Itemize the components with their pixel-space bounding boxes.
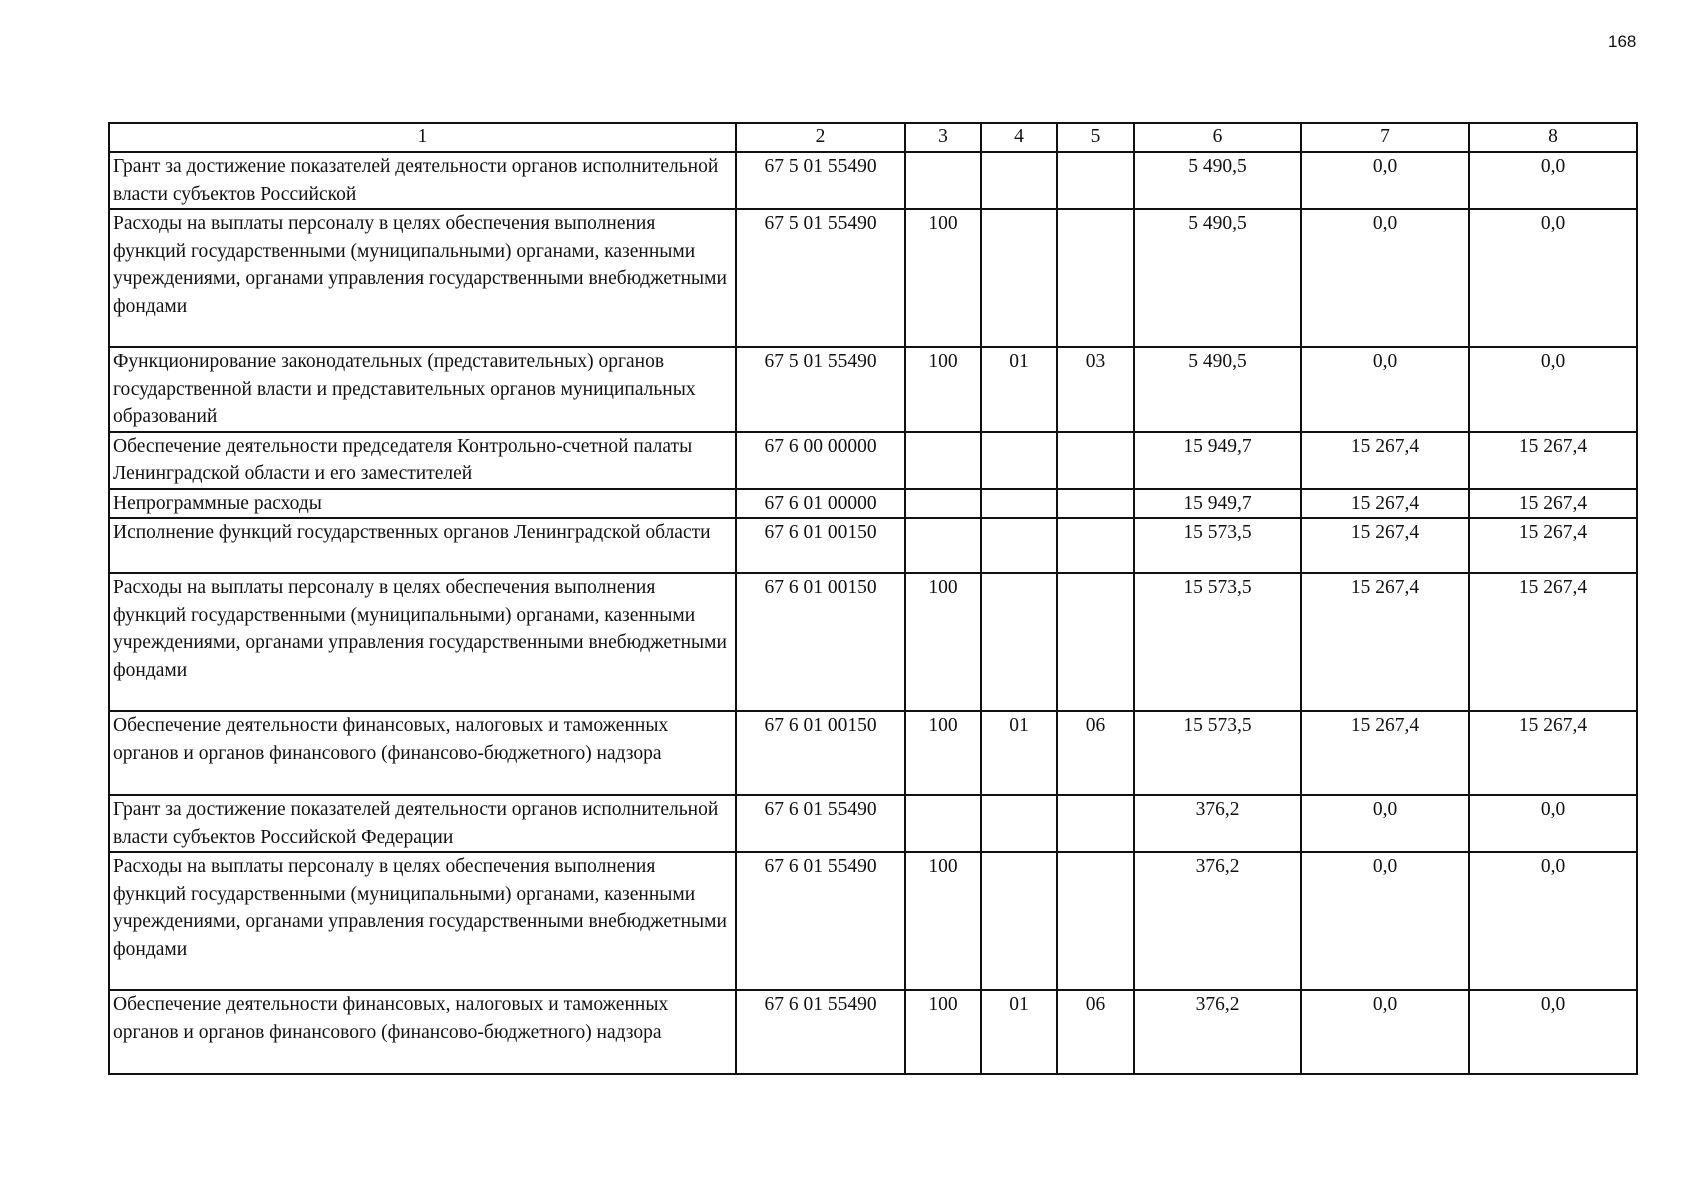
budget-table <box>108 122 1638 1075</box>
row-value-1-cell: 5 490,5 <box>1134 209 1301 347</box>
row-value-2-cell: 0,0 <box>1301 152 1469 209</box>
row-code-cell: 67 6 01 00000 <box>736 489 905 519</box>
row-value-2-cell: 15 267,4 <box>1301 518 1469 573</box>
table-row <box>109 795 1637 852</box>
column-number-header: 2 <box>736 123 905 152</box>
row-value-2-cell: 0,0 <box>1301 347 1469 432</box>
row-value-1-cell: 5 490,5 <box>1134 152 1301 209</box>
row-rz-cell: 01 <box>981 711 1057 795</box>
row-rz-cell: 01 <box>981 990 1057 1074</box>
row-value-3-cell: 0,0 <box>1469 209 1637 347</box>
row-value-2-cell: 0,0 <box>1301 990 1469 1074</box>
row-value-3-cell: 0,0 <box>1469 990 1637 1074</box>
row-name-cell: Грант за достижение показателей деятельности органов исполнительной власти субъектов Российской Федерации <box>109 795 736 852</box>
row-pr-cell <box>1057 209 1134 347</box>
column-number-header: 3 <box>905 123 981 152</box>
column-number-header: 8 <box>1469 123 1637 152</box>
row-vr-cell: 100 <box>905 711 981 795</box>
row-pr-cell <box>1057 152 1134 209</box>
row-value-3-cell: 0,0 <box>1469 852 1637 990</box>
row-vr-cell <box>905 518 981 573</box>
row-code-cell: 67 5 01 55490 <box>736 209 905 347</box>
row-value-3-cell: 15 267,4 <box>1469 518 1637 573</box>
row-value-2-cell: 15 267,4 <box>1301 711 1469 795</box>
row-name-cell: Исполнение функций государственных органов Ленинградской области <box>109 518 736 573</box>
row-pr-cell <box>1057 573 1134 711</box>
row-pr-cell <box>1057 518 1134 573</box>
row-pr-cell <box>1057 852 1134 990</box>
row-pr-cell <box>1057 795 1134 852</box>
row-value-1-cell: 15 573,5 <box>1134 518 1301 573</box>
row-code-cell: 67 6 01 55490 <box>736 795 905 852</box>
row-code-cell: 67 6 01 55490 <box>736 852 905 990</box>
row-rz-cell <box>981 573 1057 711</box>
row-vr-cell: 100 <box>905 990 981 1074</box>
row-name-cell: Обеспечение деятельности председателя Контрольно-счетной палаты Ленинградской области и его заместителей <box>109 432 736 489</box>
row-code-cell: 67 6 00 00000 <box>736 432 905 489</box>
row-value-1-cell: 15 949,7 <box>1134 432 1301 489</box>
row-rz-cell <box>981 432 1057 489</box>
table-row <box>109 990 1637 1074</box>
row-code-cell: 67 5 01 55490 <box>736 152 905 209</box>
row-value-3-cell: 15 267,4 <box>1469 432 1637 489</box>
row-vr-cell <box>905 432 981 489</box>
row-value-1-cell: 5 490,5 <box>1134 347 1301 432</box>
column-number-row <box>109 123 1637 152</box>
table-row <box>109 432 1637 489</box>
row-value-3-cell: 15 267,4 <box>1469 573 1637 711</box>
table-row <box>109 152 1637 209</box>
row-value-2-cell: 15 267,4 <box>1301 573 1469 711</box>
row-value-2-cell: 0,0 <box>1301 795 1469 852</box>
row-value-1-cell: 376,2 <box>1134 990 1301 1074</box>
row-rz-cell <box>981 209 1057 347</box>
row-pr-cell <box>1057 489 1134 519</box>
row-name-cell: Расходы на выплаты персоналу в целях обеспечения выполнения функций государственными (муниципальными) органами, казенными учреждениями, органами управления государственными внебюджетными фондами <box>109 573 736 711</box>
row-name-cell: Обеспечение деятельности финансовых, налоговых и таможенных органов и органов финансового (финансово-бюджетного) надзора <box>109 990 736 1074</box>
row-name-cell: Расходы на выплаты персоналу в целях обеспечения выполнения функций государственными (муниципальными) органами, казенными учреждениями, органами управления государственными внебюджетными фондами <box>109 852 736 990</box>
page-number: 168 <box>1608 32 1637 51</box>
row-value-3-cell: 0,0 <box>1469 152 1637 209</box>
row-vr-cell: 100 <box>905 347 981 432</box>
table-row <box>109 209 1637 347</box>
row-name-cell: Расходы на выплаты персоналу в целях обеспечения выполнения функций государственными (муниципальными) органами, казенными учреждениями, органами управления государственными внебюджетными фондами <box>109 209 736 347</box>
row-value-2-cell: 15 267,4 <box>1301 432 1469 489</box>
row-pr-cell: 06 <box>1057 990 1134 1074</box>
row-vr-cell <box>905 152 981 209</box>
column-number-header: 1 <box>109 123 736 152</box>
row-vr-cell <box>905 795 981 852</box>
row-value-3-cell: 0,0 <box>1469 347 1637 432</box>
table-row <box>109 573 1637 711</box>
row-rz-cell <box>981 852 1057 990</box>
row-code-cell: 67 6 01 55490 <box>736 990 905 1074</box>
row-vr-cell: 100 <box>905 573 981 711</box>
table-row <box>109 347 1637 432</box>
row-code-cell: 67 6 01 00150 <box>736 573 905 711</box>
row-value-3-cell: 0,0 <box>1469 795 1637 852</box>
row-code-cell: 67 6 01 00150 <box>736 711 905 795</box>
row-pr-cell: 06 <box>1057 711 1134 795</box>
row-pr-cell: 03 <box>1057 347 1134 432</box>
column-number-header: 7 <box>1301 123 1469 152</box>
row-code-cell: 67 5 01 55490 <box>736 347 905 432</box>
row-rz-cell <box>981 152 1057 209</box>
row-vr-cell: 100 <box>905 209 981 347</box>
row-rz-cell: 01 <box>981 347 1057 432</box>
table-row <box>109 518 1637 573</box>
row-vr-cell <box>905 489 981 519</box>
row-name-cell: Грант за достижение показателей деятельности органов исполнительной власти субъектов Российской <box>109 152 736 209</box>
row-value-2-cell: 15 267,4 <box>1301 489 1469 519</box>
row-pr-cell <box>1057 432 1134 489</box>
row-value-2-cell: 0,0 <box>1301 209 1469 347</box>
row-rz-cell <box>981 489 1057 519</box>
table-row <box>109 489 1637 519</box>
table-row <box>109 852 1637 990</box>
row-value-1-cell: 15 573,5 <box>1134 711 1301 795</box>
row-name-cell: Непрограммные расходы <box>109 489 736 519</box>
column-number-header: 6 <box>1134 123 1301 152</box>
row-value-3-cell: 15 267,4 <box>1469 711 1637 795</box>
column-number-header: 5 <box>1057 123 1134 152</box>
row-value-2-cell: 0,0 <box>1301 852 1469 990</box>
row-rz-cell <box>981 518 1057 573</box>
row-value-1-cell: 376,2 <box>1134 852 1301 990</box>
row-value-1-cell: 376,2 <box>1134 795 1301 852</box>
row-code-cell: 67 6 01 00150 <box>736 518 905 573</box>
row-value-1-cell: 15 573,5 <box>1134 573 1301 711</box>
row-value-3-cell: 15 267,4 <box>1469 489 1637 519</box>
row-vr-cell: 100 <box>905 852 981 990</box>
row-value-1-cell: 15 949,7 <box>1134 489 1301 519</box>
table-row <box>109 711 1637 795</box>
row-name-cell: Обеспечение деятельности финансовых, налоговых и таможенных органов и органов финансового (финансово-бюджетного) надзора <box>109 711 736 795</box>
row-rz-cell <box>981 795 1057 852</box>
column-number-header: 4 <box>981 123 1057 152</box>
row-name-cell: Функционирование законодательных (представительных) органов государственной власти и представительных органов муниципальных образований <box>109 347 736 432</box>
